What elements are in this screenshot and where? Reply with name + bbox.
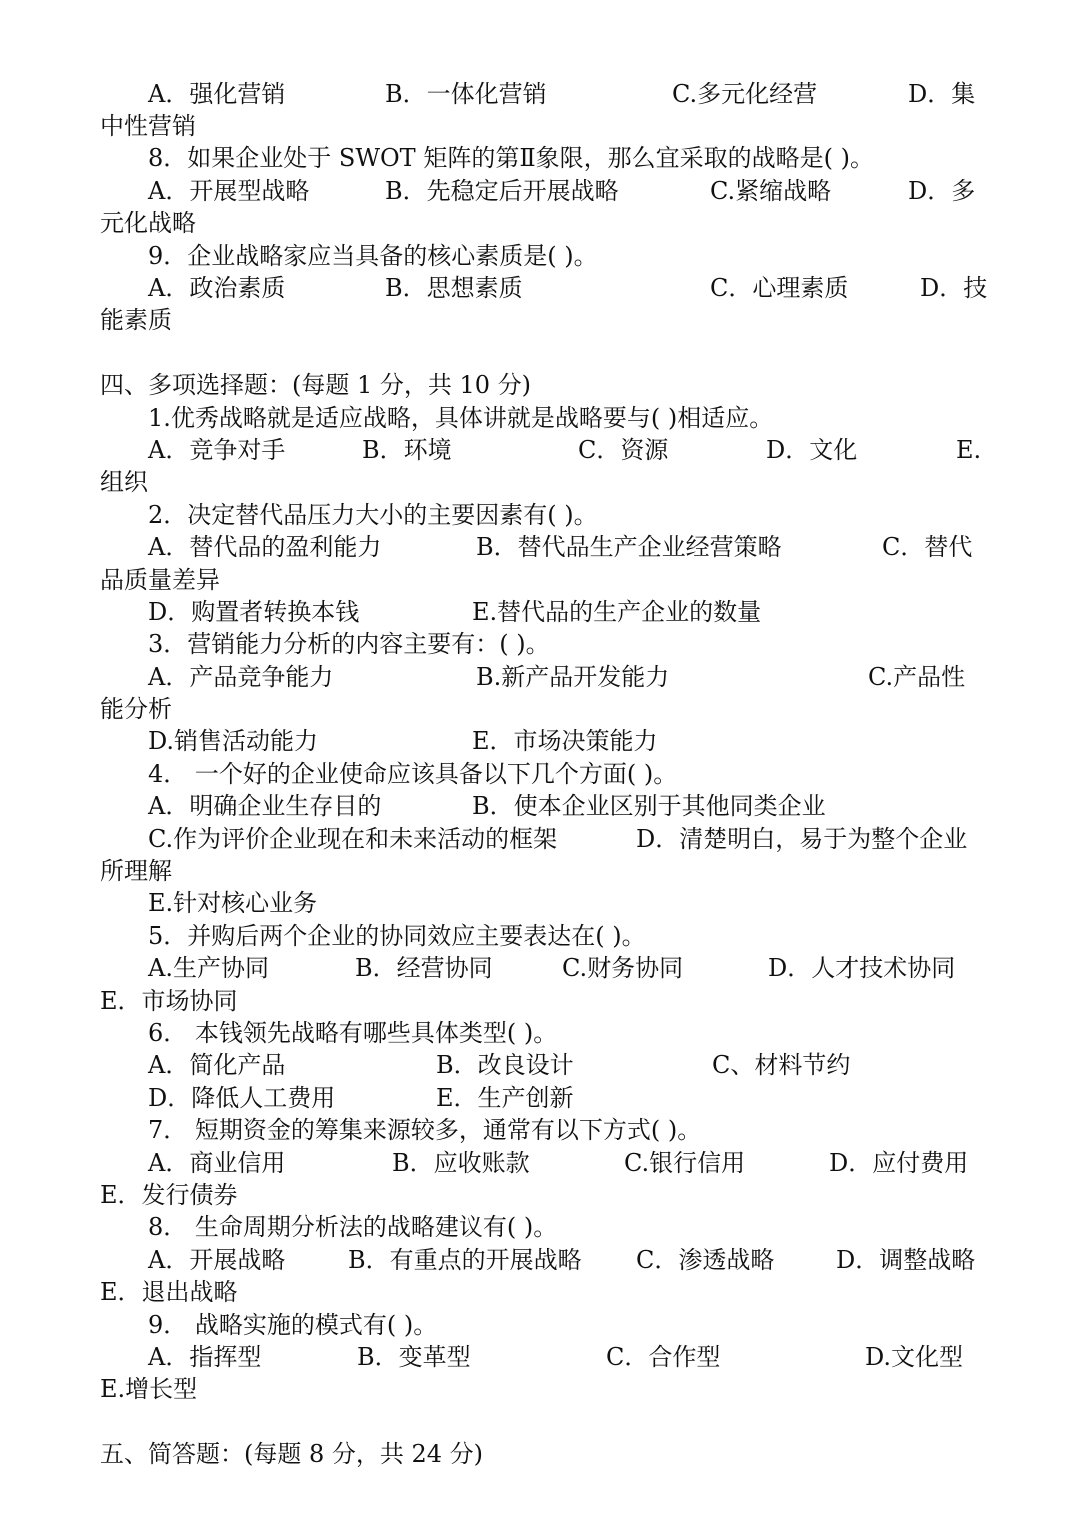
text-segment: A．产品竞争能力 [148,663,334,691]
text-segment: A．政治素质 [148,274,286,302]
text-line [0,725,1087,757]
text-line [0,142,1087,174]
text-segment: 能分析 [100,695,172,723]
text-segment: B．应收账款 [392,1149,530,1177]
text-line [0,661,1087,693]
text-segment: 4． 一个好的企业使命应该具备以下几个方面( )。 [148,760,678,788]
text-line [0,596,1087,628]
text-line [0,823,1087,855]
text-line [0,1211,1087,1243]
text-line [0,207,1087,239]
text-segment: A．商业信用 [148,1149,286,1177]
text-segment: A．指挥型 [148,1343,262,1371]
text-segment: E. [956,436,982,464]
text-line [0,531,1087,563]
text-line [0,304,1087,336]
text-segment: C．心理素质 [710,274,849,302]
text-segment: 9．企业战略家应当具备的核心素质是( )。 [148,242,598,270]
text-line [0,402,1087,434]
text-segment: D.文化型 [865,1343,964,1371]
text-segment: 四、多项选择题：(每题 1 分，共 10 分) [100,371,532,399]
text-segment: 2．决定替代品压力大小的主要因素有( )。 [148,501,598,529]
text-line [0,564,1087,596]
text-segment: D．多 [908,177,976,205]
text-segment: A．竞争对手 [148,436,286,464]
text-line [0,1017,1087,1049]
text-line [0,240,1087,272]
text-line [0,1082,1087,1114]
text-segment: E.针对核心业务 [148,889,318,917]
text-segment: B．经营协同 [355,954,493,982]
text-line [0,499,1087,531]
text-segment: C.作为评价企业现在和未来活动的框架 [148,825,558,853]
text-segment: D．购置者转换本钱 [148,598,360,626]
text-segment: 品质量差异 [100,566,220,594]
text-line [0,952,1087,984]
text-segment: D．人才技术协同 [768,954,956,982]
text-segment: D．清楚明白，易于为整个企业 [636,825,968,853]
text-segment: E．退出战略 [100,1278,238,1306]
text-line [0,985,1087,1017]
text-line [0,1341,1087,1373]
text-segment: C.多元化经营 [672,80,818,108]
text-segment: 元化战略 [100,209,196,237]
text-segment: A．替代品的盈利能力 [148,533,382,561]
text-segment: C．资源 [578,436,669,464]
text-segment: B．先稳定后开展战略 [385,177,619,205]
text-segment: A．开展战略 [148,1246,286,1274]
text-line [0,272,1087,304]
text-line [0,790,1087,822]
text-segment: E．生产创新 [436,1084,574,1112]
text-segment: E.替代品的生产企业的数量 [472,598,762,626]
text-segment: 所理解 [100,857,172,885]
text-segment: E.增长型 [100,1375,198,1403]
text-segment: D．调整战略 [836,1246,976,1274]
text-line [0,1179,1087,1211]
text-segment: B．思想素质 [385,274,523,302]
text-line [0,1309,1087,1341]
text-segment: C.银行信用 [624,1149,746,1177]
text-line [0,1147,1087,1179]
text-line [0,175,1087,207]
text-segment: D．集 [908,80,976,108]
text-segment: C.财务协同 [562,954,684,982]
text-segment: E．发行债券 [100,1181,238,1209]
text-segment: 五、简答题：(每题 8 分，共 24 分) [100,1440,484,1468]
text-segment: 7． 短期资金的筹集来源较多，通常有以下方式( )。 [148,1116,702,1144]
text-segment: 8．如果企业处于 SWOT 矩阵的第Ⅱ象限，那么宜采取的战略是( )。 [148,144,874,172]
text-line [0,920,1087,952]
text-line [0,628,1087,660]
text-line [0,758,1087,790]
text-segment: D．应付费用 [829,1149,969,1177]
text-segment: C、材料节约 [712,1051,851,1079]
text-segment: A.生产协同 [148,954,269,982]
text-line [0,1049,1087,1081]
text-segment: A．开展型战略 [148,177,310,205]
text-segment: E．市场协同 [100,987,238,1015]
text-segment: D．文化 [766,436,858,464]
text-segment: C.产品性 [868,663,966,691]
text-segment: C．合作型 [606,1343,721,1371]
text-segment: B．变革型 [357,1343,471,1371]
text-line [0,466,1087,498]
text-segment: 6． 本钱领先战略有哪些具体类型( )。 [148,1019,558,1047]
text-line [0,1114,1087,1146]
text-segment: C．替代 [882,533,973,561]
text-segment: D．降低人工费用 [148,1084,336,1112]
text-line [0,1244,1087,1276]
text-segment: B.新产品开发能力 [476,663,670,691]
text-line [0,110,1087,142]
text-segment: 1.优秀战略就是适应战略，具体讲就是战略要与( )相适应。 [148,404,774,432]
text-segment: C．渗透战略 [636,1246,775,1274]
text-segment: 8． 生命周期分析法的战略建议有( )。 [148,1213,558,1241]
text-segment: A．明确企业生存目的 [148,792,382,820]
text-segment: B．环境 [362,436,452,464]
text-segment: 3．营销能力分析的内容主要有：( )。 [148,630,550,658]
text-line [0,369,1087,401]
text-line [0,1276,1087,1308]
text-segment: A．强化营销 [148,80,286,108]
text-segment: B．改良设计 [436,1051,574,1079]
text-segment: 中性营销 [100,112,196,140]
text-segment: B．有重点的开展战略 [348,1246,582,1274]
text-segment: D．技 [920,274,988,302]
text-segment: B．替代品生产企业经营策略 [476,533,782,561]
text-line [0,1373,1087,1405]
text-line [0,887,1087,919]
text-line [0,78,1087,110]
text-segment: E．市场决策能力 [472,727,658,755]
text-segment: A．简化产品 [148,1051,286,1079]
text-segment: 5．并购后两个企业的协同效应主要表达在( )。 [148,922,646,950]
text-line [0,434,1087,466]
text-segment: 9． 战略实施的模式有( )。 [148,1311,438,1339]
text-segment: B．使本企业区别于其他同类企业 [472,792,826,820]
text-line [0,855,1087,887]
text-segment: D.销售活动能力 [148,727,319,755]
text-segment: 能素质 [100,306,172,334]
text-segment: 组织 [100,468,148,496]
text-segment: C.紧缩战略 [710,177,832,205]
text-line [0,693,1087,725]
text-line [0,1438,1087,1470]
text-segment: B．一体化营销 [385,80,547,108]
